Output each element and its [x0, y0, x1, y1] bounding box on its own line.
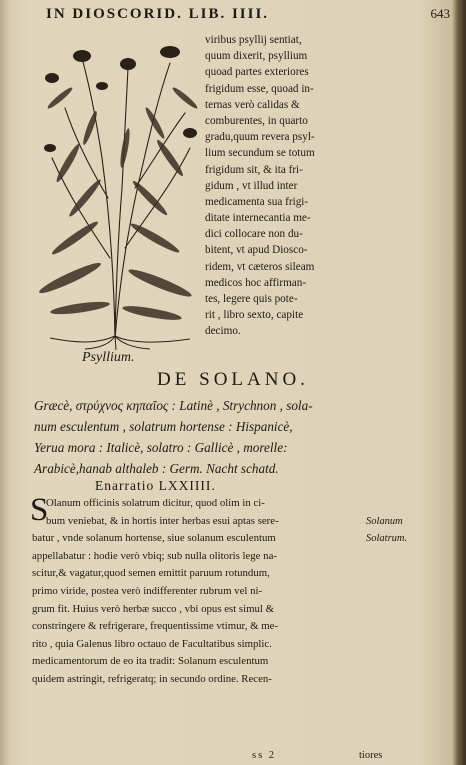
text-line: medicos hoc affirman- [205, 276, 307, 289]
text-line: bum veniebat, & in hortis inter herbas esui aptas sere- [46, 514, 279, 527]
text-line: appellabatur : hodie verò vbiq; sub nulla olitoris lege na- [32, 549, 277, 562]
section-heading: DE SOLANO. [157, 369, 309, 390]
text-line: rit , libro sexto, capite [205, 309, 304, 322]
text-line: quoad partes exteriores [205, 66, 309, 79]
text-line: medicamentorum de eo ita tradit: Solanum esculentum [32, 655, 269, 668]
text-line: Olanum officinis solatrum dicitur, quod olim in ci- [46, 497, 265, 509]
side-column-text [205, 32, 380, 340]
text-line: quidem astringit, refrigeratq; in secundo ordine. Recen- [32, 672, 272, 685]
margin-note-line: Solanum [366, 516, 403, 527]
text-line: gidum , vt illud inter [205, 179, 298, 192]
text-line: lium secundum se totum [205, 147, 315, 160]
text-line: medicamenta sua frigi- [205, 195, 309, 208]
vernacular-names [34, 395, 434, 479]
text-line: rito , quia Galenus libro octauo de Facultatibus simplic. [32, 637, 272, 650]
marginal-note [366, 513, 407, 547]
text-line: ridem, vt cæteros sileam [205, 260, 315, 273]
running-head [46, 4, 454, 26]
text-line: decimo. [205, 325, 241, 338]
margin-note-line: Solatrum. [366, 533, 408, 544]
text-line: quum dixerit, psyllium [205, 50, 308, 63]
text-line: tes, legere quis pote- [205, 293, 298, 305]
text-line: batur , vnde solanum hortense, siue solanum esculentum [32, 532, 276, 545]
text-line: frigidum sit, & ita fri- [205, 163, 303, 176]
text-line: grum fit. Huius verò herbæ succo , vbi opus est simul & [32, 602, 275, 615]
text-line: ditate internecantia me- [205, 212, 311, 225]
drop-capital: S [30, 492, 49, 528]
text-line: viribus psyllij sentiat, [205, 34, 302, 46]
names-line: Arabicè,hanab althaleb : Germ. Nacht schatd. [34, 461, 279, 476]
text-line: dici collocare non du- [205, 228, 303, 241]
enarratio-heading: Enarratio LXXIIII. [95, 478, 216, 493]
text-line: frigidum esse, quoad in- [205, 82, 314, 95]
text-line: ternas verò calidas & [205, 98, 300, 111]
names-line: Græcè, στρύχνος κηπαῖος : Latinè , Strychnon , sola- [34, 398, 313, 413]
figure-caption: Psyllium. [82, 350, 135, 365]
text-line: bitent, vt apud Diosco- [205, 244, 308, 257]
page-number: 643 [430, 6, 450, 21]
text-line: gradu,quum revera psyl- [205, 131, 315, 144]
text-line: comburentes, in quarto [205, 114, 308, 127]
running-head-title: IN DIOSCORID. LIB. IIII. [46, 6, 270, 22]
signature-mark: ss 2 [252, 750, 277, 761]
names-line: num esculentum , solatrum hortense : Hispanicè, [34, 419, 293, 434]
commentary-text [30, 492, 362, 689]
psyllium-woodcut-illustration [30, 38, 200, 350]
text-line: scitur,& vagatur,quod semen emittit paruum rotundum, [32, 567, 270, 580]
catchword: tiores [359, 750, 383, 761]
text-line: constringere & refrigerare, frequentissime vtimur, & me- [32, 620, 279, 633]
text-line: primo viride, postea verò indifferenter rubrum vel ni- [32, 584, 263, 597]
names-line: Yerua mora : Italicè, solatro : Gallicè , morelle: [34, 440, 288, 455]
